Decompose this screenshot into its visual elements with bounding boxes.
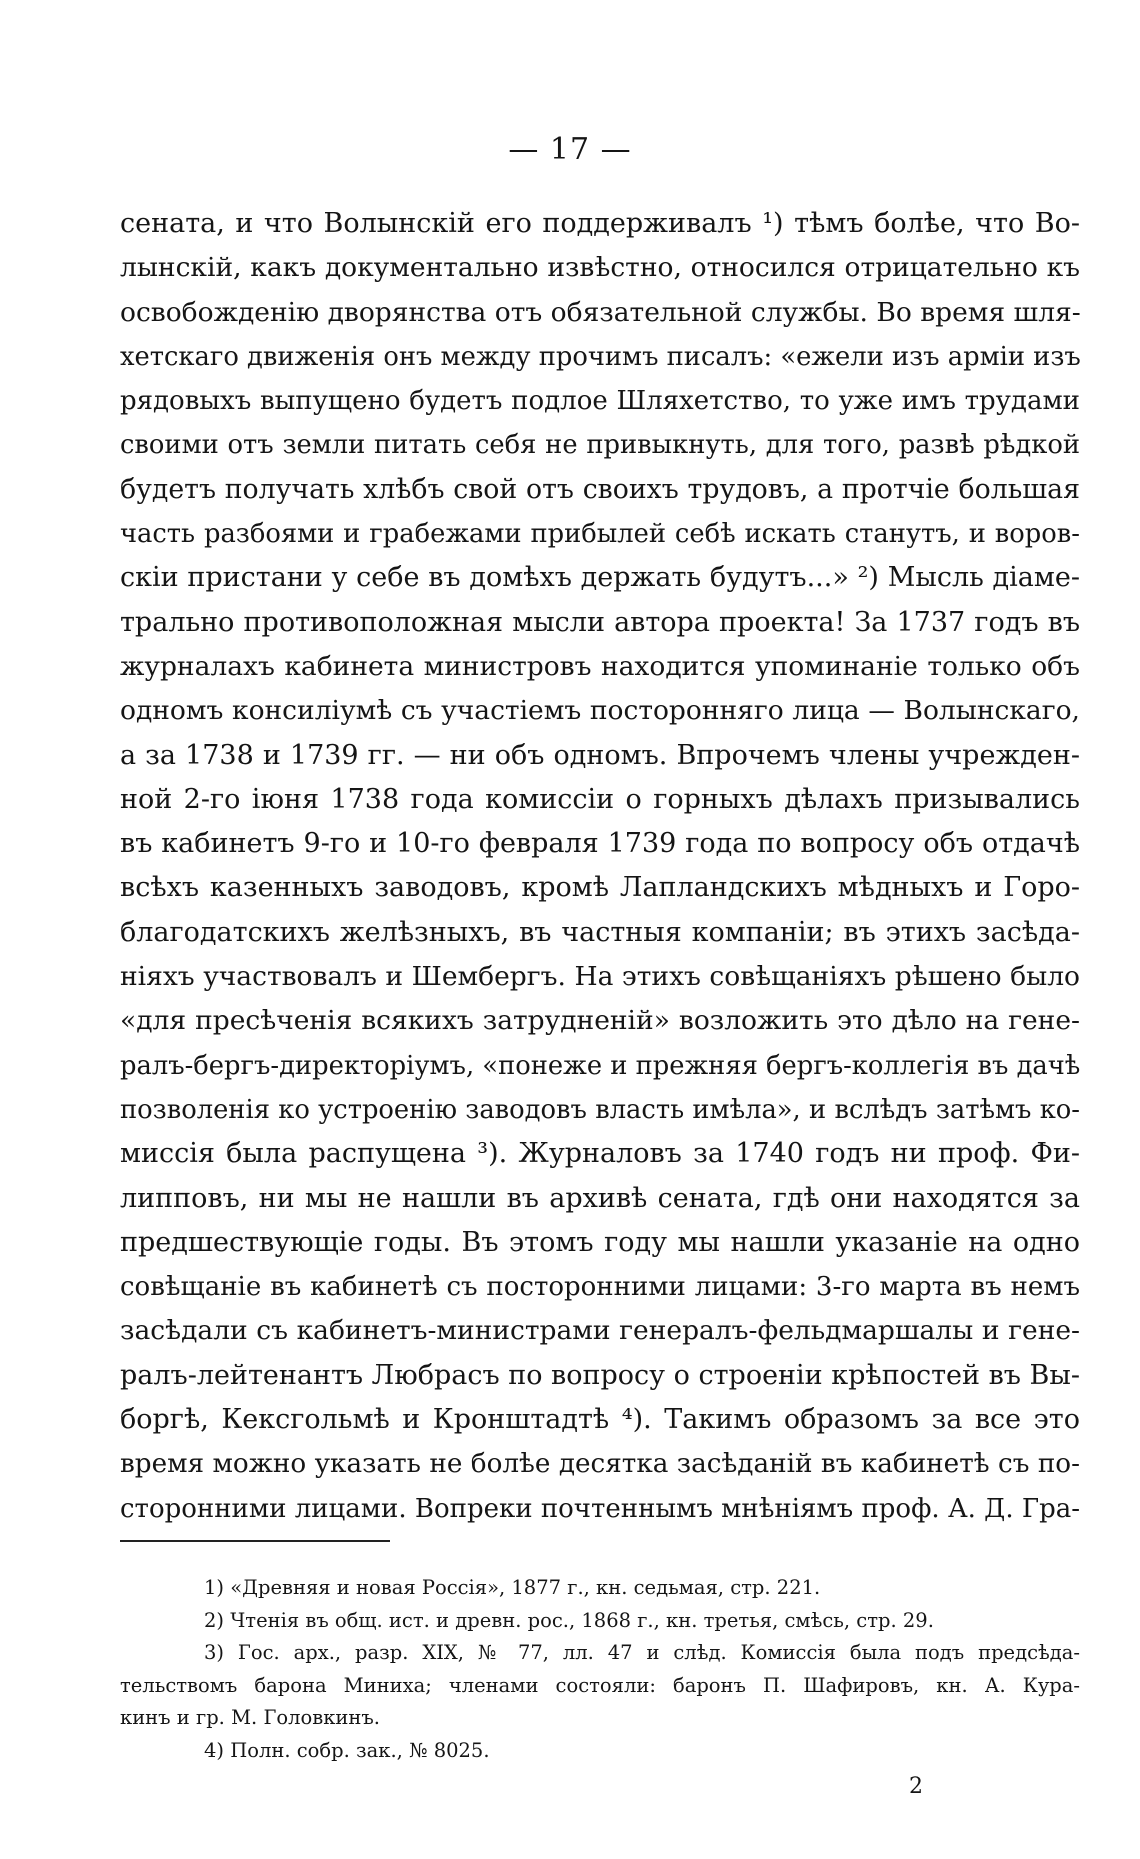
text-line: ніяхъ участвовалъ и Шембергъ. На этихъ совѣщаніяхъ рѣшено было: [120, 961, 1080, 993]
text-line: часть разбоями и грабежами прибылей себѣ искать станутъ, и воров-: [120, 519, 1080, 550]
text-line: сената, и что Волынскій его поддерживалъ ¹) тѣмъ болѣе, что Во-: [120, 208, 1080, 239]
text-line: всѣхъ казенныхъ заводовъ, кромѣ Лапландскихъ мѣдныхъ и Горо-: [120, 872, 1080, 904]
text-line: засѣдали съ кабинетъ-министрами генералъ-фельдмаршалы и гене-: [120, 1315, 1080, 1347]
text-line: своими отъ земли питать себя не привыкнуть, для того, развѣ рѣдкой: [120, 430, 1080, 461]
text-line: позволенія ко устроенію заводовъ власть имѣла», и вслѣдъ затѣмъ ко-: [120, 1094, 1080, 1125]
footnotes: [120, 1572, 1080, 1767]
footnote-4: 4) Полн. собр. зак., № 8025.: [204, 1738, 490, 1762]
text-line: миссія была распущена ³). Журналовъ за 1740 годъ ни проф. Фи-: [120, 1138, 1080, 1170]
text-line: а за 1738 и 1739 гг. — ни объ одномъ. Впрочемъ члены учрежден-: [120, 739, 1080, 771]
text-line: журналахъ кабинета министровъ находится упоминаніе только объ: [120, 650, 1080, 682]
text-line: въ кабинетъ 9-го и 10-го февраля 1739 года по вопросу объ отдачѣ: [120, 828, 1080, 860]
text-line: сторонними лицами. Вопреки почтеннымъ мнѣніямъ проф. А. Д. Гра-: [120, 1493, 1080, 1524]
footnote-3-continued: тельствомъ барона Миниха; членами состояли: баронъ П. Шафировъ, кн. А. Кура-: [120, 1673, 1080, 1697]
text-line: хетскаго движенія онъ между прочимъ писалъ: «ежели изъ арміи изъ: [120, 341, 1081, 372]
footnote-divider: [120, 1540, 390, 1542]
footnote-1: 1) «Древняя и новая Россія», 1877 г., кн. седьмая, стр. 221.: [204, 1576, 821, 1599]
text-line: время можно указать не болѣе десятка засѣданій въ кабинетѣ съ по-: [120, 1449, 1080, 1480]
footnote-3: 3) Гос. арх., разр. XIX, № 77, лл. 47 и слѣд. Комиссія была подъ предсѣда-: [204, 1641, 1080, 1664]
page-number: — 17 —: [508, 132, 632, 167]
text-line: совѣщаніе въ кабинетѣ съ посторонними лицами: 3-го марта въ немъ: [120, 1272, 1080, 1303]
text-line: освобожденію дворянства отъ обязательной службы. Во время шля-: [120, 296, 1081, 328]
footnote-3-end: кинъ и гр. М. Головкинъ.: [120, 1706, 380, 1729]
signature-mark: 2: [909, 1774, 923, 1799]
text-line: трально противоположная мысли автора проекта! За 1737 годъ въ: [120, 606, 1080, 638]
text-line: скіи пристани у себе въ домѣхъ держать будутъ...» ²) Мысль діаме-: [120, 562, 1080, 594]
text-line: благодатскихъ желѣзныхъ, въ частныя компаніи; въ этихъ засѣда-: [120, 916, 1080, 948]
text-line: «для пресѣченія всякихъ затрудненій» возложить это дѣло на гене-: [120, 1005, 1080, 1037]
footnote-2: 2) Чтенія въ общ. ист. и древн. рос., 1868 г., кн. третья, смѣсь, стр. 29.: [204, 1608, 934, 1632]
main-text: [120, 202, 1080, 1531]
text-line: ралъ-бергъ-директоріумъ, «понеже и прежняя бергъ-коллегія въ дачѣ: [120, 1050, 1081, 1081]
text-line: рядовыхъ выпущено будетъ подлое Шляхетство, то уже имъ трудами: [120, 386, 1080, 417]
text-line: ной 2-го іюня 1738 года комиссіи о горныхъ дѣлахъ призывались: [120, 783, 1080, 815]
text-line: лынскій, какъ документально извѣстно, относился отрицательно къ: [120, 252, 1080, 284]
text-line: будетъ получать хлѣбъ свой отъ своихъ трудовъ, а протчіе большая: [120, 473, 1080, 505]
text-line: липповъ, ни мы не нашли въ архивѣ сената, гдѣ они находятся за: [120, 1182, 1080, 1214]
text-line: ралъ-лейтенантъ Любрасъ по вопросу о строеніи крѣпостей въ Вы-: [120, 1359, 1080, 1391]
text-line: предшествующіе годы. Въ этомъ году мы нашли указаніе на одно: [120, 1226, 1080, 1258]
text-line: одномъ консиліумѣ съ участіемъ посторонняго лица — Волынскаго,: [120, 695, 1080, 727]
text-line: боргѣ, Кексгольмѣ и Кронштадтѣ ⁴). Такимъ образомъ за все это: [120, 1404, 1080, 1436]
